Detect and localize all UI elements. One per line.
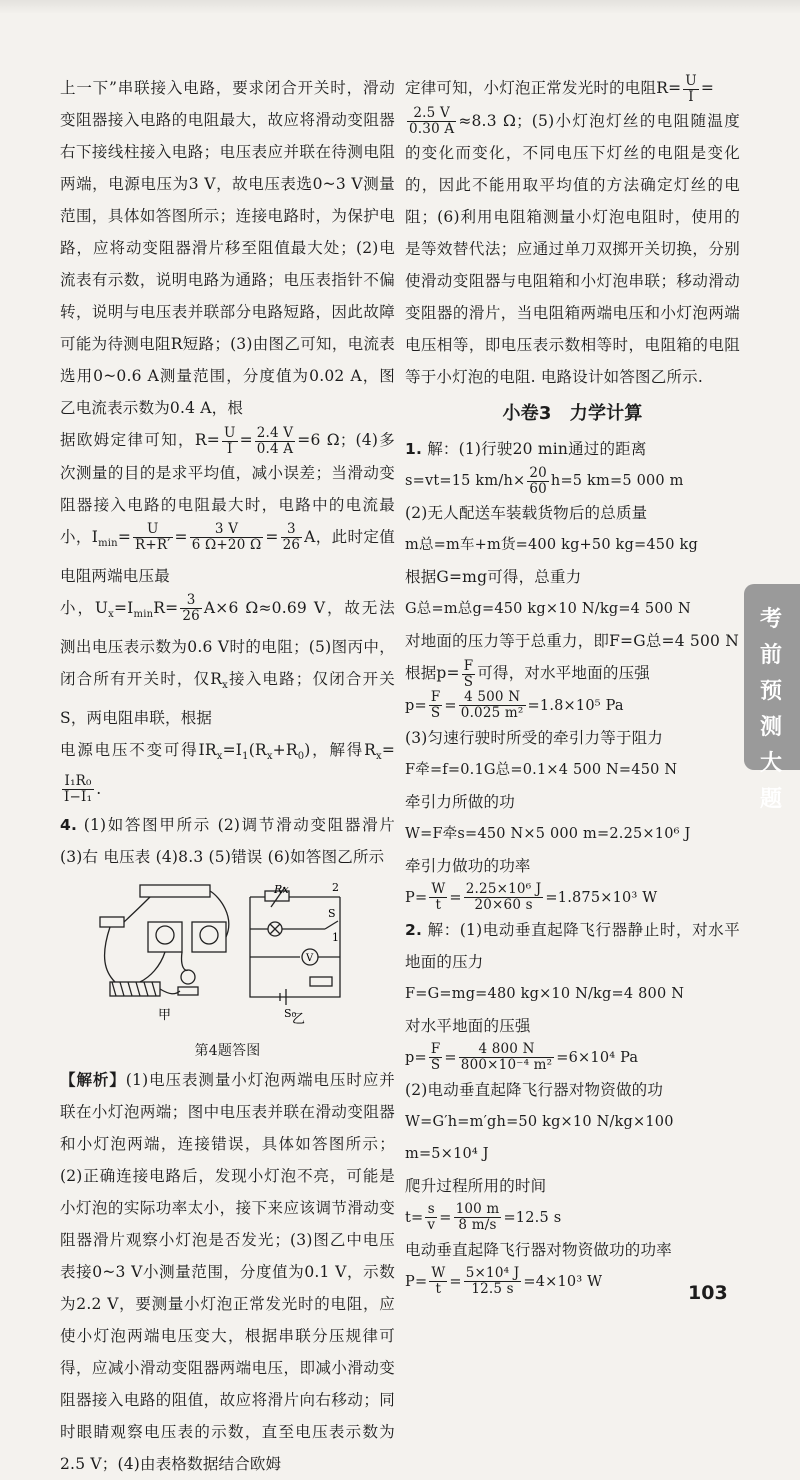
tab-char: 预 <box>759 679 782 704</box>
numerator: 4 500 N <box>459 690 526 706</box>
resistor-box-symbol <box>310 977 332 986</box>
wires <box>105 891 229 994</box>
denominator: R+R′ <box>135 537 171 553</box>
numerator: 2.25×10⁶ J <box>465 881 542 897</box>
text: =I <box>222 740 243 759</box>
left-column <box>60 72 395 1480</box>
ammeter-dial <box>156 926 174 944</box>
fraction <box>464 882 544 913</box>
text: = <box>444 697 457 714</box>
fraction <box>464 1266 522 1297</box>
rheostat-top <box>140 885 210 897</box>
bulb-base <box>178 987 198 995</box>
denominator: 800×10⁻⁴ m² <box>460 1057 553 1073</box>
fraction <box>527 466 549 497</box>
text-line: 电动垂直起降飞行器对物资做功的功率 <box>405 1240 672 1259</box>
text: +R <box>272 740 298 759</box>
text: t= <box>405 1209 424 1226</box>
text: 定律可知，小灯泡正常发光时的电阻R= <box>405 79 682 97</box>
denominator: t <box>435 1281 442 1297</box>
fraction <box>255 426 296 457</box>
formula-pressure-2 <box>405 1042 740 1074</box>
paragraph-right-1 <box>405 72 740 105</box>
numerator: 5×10⁴ J <box>465 1265 520 1281</box>
numerator: 20 <box>529 464 547 481</box>
formula-work-2: W=G′h=m′gh=50 kg×10 N/kg×100 m=5×10⁴ J <box>405 1113 674 1162</box>
fraction <box>62 774 94 805</box>
denominator: 8 m/s <box>458 1217 497 1233</box>
fraction <box>281 522 303 553</box>
numerator: W <box>431 881 446 897</box>
text: A，此时定值电阻两端电压最 <box>60 527 395 585</box>
text: = <box>449 1273 462 1290</box>
denominator: 0.025 m² <box>460 705 524 721</box>
text-line <box>405 657 740 690</box>
label-1: 1 <box>332 931 340 945</box>
label-rx: Rx <box>274 883 289 897</box>
question-number: 2. <box>405 920 423 939</box>
question-2 <box>405 914 740 978</box>
numerator: W <box>431 1265 446 1281</box>
tab-char: 测 <box>759 715 782 740</box>
text: 可得，对水平地面的压强 <box>477 664 650 682</box>
text: 小，U <box>60 598 109 617</box>
numerator: 2.5 V <box>407 106 456 122</box>
figure-caption: 第4题答图 <box>194 1043 261 1060</box>
text: =12.5 s <box>503 1209 562 1226</box>
numerator: 3 <box>180 593 202 609</box>
side-tab-label <box>756 602 786 818</box>
numerator: 2.4 V <box>256 424 294 441</box>
label-v: V <box>306 953 314 965</box>
analysis-paragraph <box>60 1064 395 1480</box>
text: 据欧姆定律可知，R= <box>60 431 220 449</box>
fraction <box>429 1042 443 1073</box>
fraction <box>429 882 447 913</box>
text: P= <box>405 889 428 906</box>
text-line: (2)电动垂直起降飞行器对物资做的功 <box>405 1080 664 1099</box>
tab-char: 考 <box>759 607 782 632</box>
figure-jia <box>100 885 229 996</box>
denominator: S <box>463 673 474 690</box>
text-line: 根据G=mg可得，总重力 <box>405 568 582 586</box>
fraction <box>429 690 443 721</box>
section-title: 小卷3 力学计算 <box>502 403 643 424</box>
text-line: 爬升过程所用的时间 <box>405 1176 547 1195</box>
answer-text: (1)如答图甲所示 (2)调节滑动变阻器滑片 (3)右 电压表 (4)8.3 (5)错误 (6)如答图乙所示 <box>60 816 395 867</box>
question-number: 4. <box>60 816 78 835</box>
text: s=vt=15 km/h× <box>405 473 526 489</box>
fraction <box>407 106 456 137</box>
text: 电源电压不变可得IR <box>60 740 217 759</box>
text: = <box>444 1049 457 1066</box>
fraction <box>133 522 173 553</box>
schematic-wires <box>250 921 340 957</box>
formula-traction: F牵=f=0.1G总=0.1×4 500 N=450 N <box>405 761 678 778</box>
denominator: 26 <box>182 608 200 625</box>
text-line: 牵引力做功的功率 <box>405 856 531 875</box>
paragraph-left-2: 据欧姆定律可知，R= $\frac{U}{I}$ = $\frac{2.4 V}{0.4 A}$ =6 Ω；(4)多次测量的目的是求平均值，减小误差；当滑动变阻器接入电路的电阻最大时，电路中的电流最小，$I_{min}=$ $\frac{U}{R+R'}$ = $\frac{3 V}{6 \Omega+20 \Omega}$ = $\frac{3}{26}$ A，此时定值电阻两端电压最 <box>60 424 395 585</box>
analysis-text: (1)电压表测量小灯泡两端电压时应并联在小灯泡两端；图中电压表并联在滑动变阻器和小灯泡两端，连接错误，具体如答图所示；(2)正确连接电路后，发现小灯泡不亮，可能是小灯泡的实际功率太小，接下来应该调节滑动变阻器滑片观察小灯泡是否发光；(3)图乙中电压表接0~3 V小测量范围，分度值为0.1 V，示数为2.2 V，要测量小灯泡正常发光时的电阻，应使小灯泡两端电压变大，根据串联分压规律可得，应减小滑动变阻器两端电压，即减小滑动变阻器接入电路的阻值，故应将滑片向右移动；同时眼睛观察电压表的示数，直至电压表示数为2.5 V；(4)由表格数据结合欧姆 <box>60 1071 395 1474</box>
numerator: F <box>430 1041 441 1057</box>
bulb-icon <box>181 970 195 984</box>
formula-pressure <box>405 690 740 722</box>
denominator: 12.5 s <box>471 1281 514 1297</box>
formula-force: F=G=mg=480 kg×10 N/kg=4 800 N <box>405 985 685 1002</box>
figure-yi <box>250 887 340 1005</box>
numerator: I₁R₀ <box>62 774 94 790</box>
fraction <box>222 426 238 457</box>
denominator: I−I₁ <box>64 789 93 806</box>
tab-char: 前 <box>759 643 782 668</box>
fraction <box>429 1266 447 1297</box>
voltmeter-dial <box>200 926 218 944</box>
denominator: I <box>688 88 694 105</box>
analysis-label: 【解析】 <box>60 1070 126 1090</box>
text: = <box>700 79 715 97</box>
text: =6 Ω；(4)多次测量的目的是求平均值，减小误差；当滑动变阻器接入电路的电阻最大时，电路中的电流最小，I <box>60 431 395 546</box>
denominator: S <box>430 705 441 721</box>
text: A×6 Ω≈0.69 V，故无法测出电压表示数为0.6 V时的电阻；(5)图丙中，闭合所有开关时，仅R <box>60 598 395 688</box>
text: p= <box>405 1049 427 1066</box>
paragraph-left-4: 电源电压不变可得$IR_x=I_1(R_x+R_0)$，解得$R_x=$ $\frac{\text{I₁R₀}}{\text{I−I₁}}$ . <box>60 740 396 806</box>
numerator: U <box>133 522 173 538</box>
text: ≈8.3 Ω；(5)小灯泡灯丝的电阻随温度的变化而变化，不同电压下灯丝的电阻是变化的，因此不能用取平均值的方法确定灯丝的电阻；(6)利用电阻箱测量小灯泡电阻时，使用的是等效替代法；应通过单刀双掷开关切换，分别使滑动变阻器与电阻箱和小灯泡串联；移动滑动变阻器的滑片，当电阻箱两端电压和小灯泡两端电压相等，即电压表示数相等时，电阻箱的电阻等于小灯泡的电阻. 电路设计如答图乙所示. <box>405 111 740 386</box>
denominator: S <box>430 1057 441 1073</box>
text-line: (2)无人配送车装载货物后的总质量 <box>405 504 648 522</box>
fraction <box>190 522 264 553</box>
text-line: (3)匀速行驶时所受的牵引力等于阻力 <box>405 728 664 747</box>
numerator: F <box>430 689 441 705</box>
question-1 <box>405 433 740 465</box>
fraction <box>462 659 476 690</box>
denominator: I <box>227 440 233 457</box>
label-s0: S₀ <box>284 1007 297 1021</box>
text: = <box>381 740 396 759</box>
text: )，解得R <box>304 740 376 759</box>
text: 解：(1)电动垂直起降飞行器静止时，对水平地面的压力 <box>405 920 740 971</box>
text: p= <box>405 697 427 714</box>
denominator: 0.4 A <box>256 440 294 457</box>
numerator: s <box>425 1202 437 1218</box>
fraction <box>459 1042 555 1073</box>
text: = <box>439 1209 452 1226</box>
switch-icon <box>100 917 124 927</box>
denominator: v <box>427 1217 436 1233</box>
text: 根据p= <box>405 664 460 682</box>
text-line: 对地面的压力等于总重力，即F=G总=4 500 N <box>405 632 739 650</box>
numerator: U <box>223 424 236 441</box>
tab-char: 大 <box>759 751 782 776</box>
page-number: 103 <box>688 1282 728 1304</box>
text-line: 牵引力所做的功 <box>405 792 515 811</box>
denominator: 60 <box>529 480 547 497</box>
label-s: S <box>328 907 336 921</box>
fraction <box>459 690 526 721</box>
denominator: t <box>435 897 442 913</box>
text: 接入电路；仅闭合开关S，两电阻串联，根据 <box>60 669 395 727</box>
formula-weight: G总=m总g=450 kg×10 N/kg=4 500 N <box>405 601 691 617</box>
denominator: 20×60 s <box>474 897 533 913</box>
text: h=5 km=5 000 m <box>550 473 684 489</box>
fraction <box>454 1202 502 1233</box>
right-column <box>405 72 740 1298</box>
fraction <box>180 593 202 624</box>
resistor-coil <box>112 982 156 996</box>
text: =1.875×10³ W <box>545 889 658 906</box>
text: =4×10³ W <box>523 1273 603 1290</box>
text: (R <box>248 740 267 759</box>
formula-time <box>405 1202 740 1234</box>
text: =1.8×10⁵ Pa <box>527 697 624 714</box>
numerator: U <box>685 72 697 89</box>
fraction <box>683 74 699 105</box>
numerator: 4 800 N <box>459 1042 555 1058</box>
numerator: 3 <box>281 522 303 538</box>
text: =6×10⁴ Pa <box>556 1049 639 1066</box>
formula-distance <box>405 465 740 497</box>
text: 解：(1)行驶20 min通过的距离 <box>427 440 647 458</box>
formula-mass: m总=m车+m货=400 kg+50 kg=450 kg <box>405 537 698 553</box>
fraction <box>425 1202 437 1233</box>
denominator: 26 <box>282 537 301 553</box>
formula-work: W=F牵s=450 N×5 000 m=2.25×10⁶ J <box>405 825 691 842</box>
circuit-figure <box>70 877 370 1027</box>
label-yi: 乙 <box>292 1012 306 1028</box>
numerator: F <box>463 657 474 674</box>
paragraph-right-2 <box>405 105 740 394</box>
side-section-tab <box>744 584 800 812</box>
text: P= <box>405 1273 428 1290</box>
denominator: 6 Ω+20 Ω <box>191 537 262 553</box>
question-4-answers <box>60 809 395 873</box>
paragraph-left-1: 上一下”串联接入电路，要求闭合开关时，滑动变阻器接入电路的电阻最大，故应将滑动变阻器右下接线柱接入电路；电压表应并联在待测电阻两端，电源电压为3 V，故电压表选0~3 V测量范围，具体如答图所示；连接电路时，为保护电路，应将动变阻器滑片移至阻值最大处；(2)电流表有示数，说明电路为通路；电压表指针不偏转，说明与电压表并联部分电路短路，因此故障可能为待测电阻R短路；(3)由图乙可知，电流表选用0~0.6 A测量范围，分度值为0.02 A，图乙电流表示数为0.4 A，根 <box>60 79 395 417</box>
tab-char: 题 <box>759 787 782 812</box>
paragraph-left-3: 小，$U_x=I_{min}R=$ $\frac{3}{26}$ A×6 Ω≈0.69 V，故无法测出电压表示数为0.6 V时的电阻；(5)图丙中，闭合所有开关时，仅$R_x$接入电路；仅闭合开关S，两电阻串联，根据 <box>60 592 395 727</box>
page-top-edge <box>0 0 800 14</box>
label-2: 2 <box>332 881 340 895</box>
denominator: 0.30 A <box>409 121 455 137</box>
text: = <box>449 889 462 906</box>
label-jia: 甲 <box>158 1008 172 1024</box>
text-line: 对水平地面的压强 <box>405 1016 531 1035</box>
formula-power <box>405 882 740 914</box>
numerator: 3 V <box>190 522 264 538</box>
numerator: 100 m <box>455 1201 500 1217</box>
question-number: 1. <box>405 440 423 458</box>
